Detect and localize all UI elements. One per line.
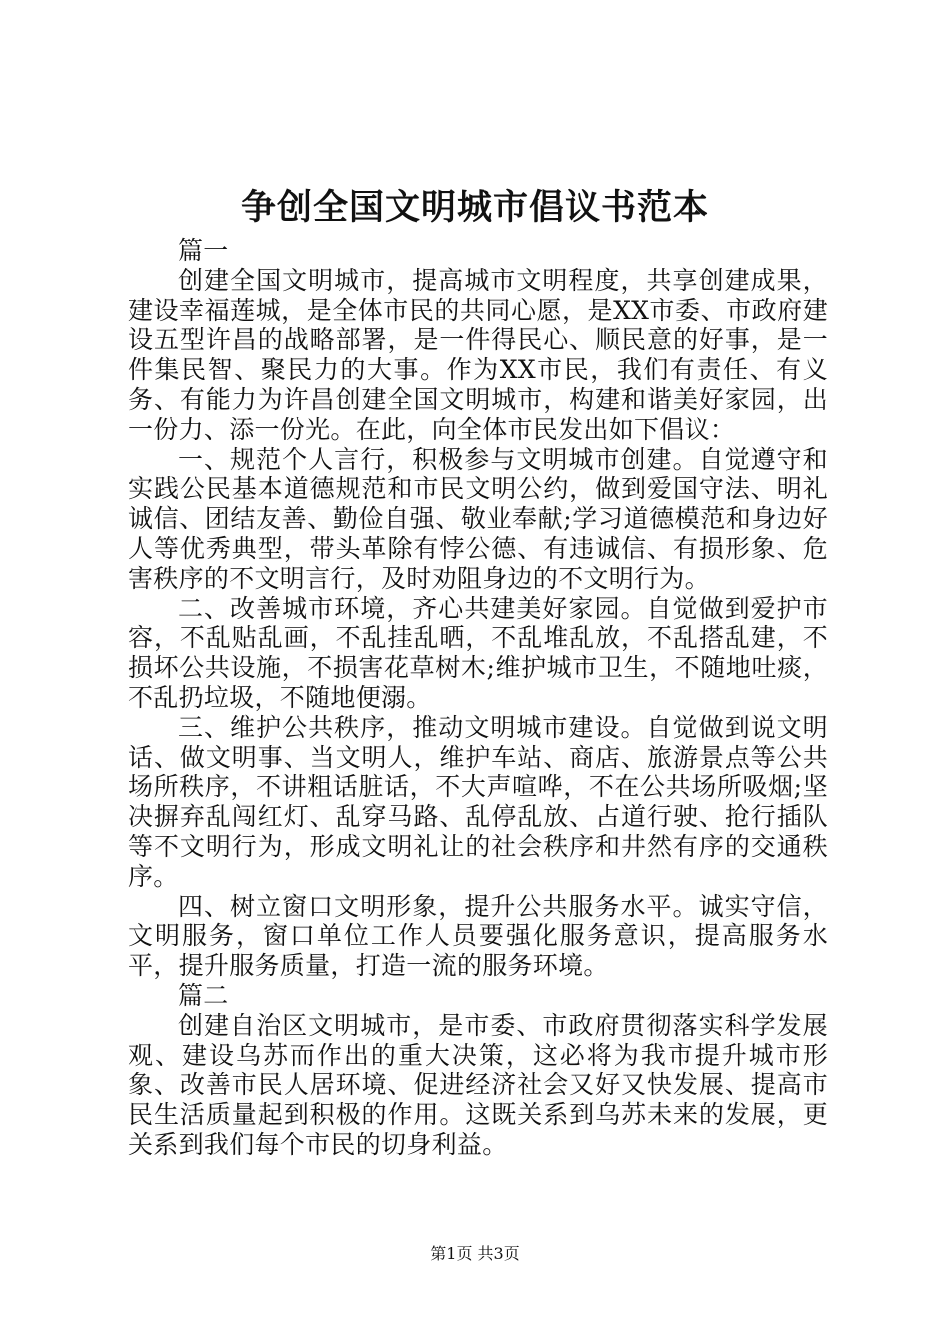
paragraph-item-4: 四、树立窗口文明形象，提升公共服务水平。诚实守信，文明服务，窗口单位工作人员要强化服务意识，提高服务水平，提升服务质量，打造一流的服务环境。 bbox=[128, 891, 828, 981]
paragraph-item-3: 三、维护公共秩序，推动文明城市建设。自觉做到说文明话、做文明事、当文明人，维护车站、商店、旅游景点等公共场所秩序，不讲粗话脏话，不大声喧哗，不在公共场所吸烟;坚决摒弃乱闯红灯、乱穿马路、乱停乱放、占道行驶、抢行插队等不文明行为，形成文明礼让的社会秩序和井然有序的交通秩序。 bbox=[128, 712, 828, 891]
section-heading-2: 篇二 bbox=[178, 980, 229, 1010]
paragraph-item-2: 二、改善城市环境，齐心共建美好家园。自觉做到爱护市容，不乱贴乱画，不乱挂乱晒，不乱堆乱放，不乱搭乱建，不损坏公共设施，不损害花草树木;维护城市卫生，不随地吐痰，不乱扔垃圾，不随地便溺。 bbox=[128, 593, 828, 712]
document-title: 争创全国文明城市倡议书范本 bbox=[240, 187, 709, 228]
paragraph-intro-1: 创建全国文明城市，提高城市文明程度，共享创建成果，建设幸福莲城，是全体市民的共同心愿，是XX市委、市政府建设五型许昌的战略部署，是一件得民心、顺民意的好事，是一件集民智、聚民力的大事。作为XX市民，我们有责任、有义务、有能力为许昌创建全国文明城市，构建和谐美好家园，出一份力、添一份光。在此，向全体市民发出如下倡议： bbox=[128, 265, 828, 444]
page-number-footer: 第1页 共3页 bbox=[430, 1244, 520, 1263]
paragraph-intro-2: 创建自治区文明城市，是市委、市政府贯彻落实科学发展观、建设乌苏而作出的重大决策，这必将为我市提升城市形象、改善市民人居环境、促进经济社会又好又快发展、提高市民生活质量起到积极的作用。这既关系到乌苏未来的发展，更关系到我们每个市民的切身利益。 bbox=[128, 1010, 828, 1159]
document-body bbox=[128, 236, 828, 1160]
section-heading-1: 篇一 bbox=[178, 236, 229, 265]
paragraph-item-1: 一、规范个人言行，积极参与文明城市创建。自觉遵守和实践公民基本道德规范和市民文明公约，做到爱国守法、明礼诚信、团结友善、勤俭自强、敬业奉献;学习道德模范和身边好人等优秀典型，带头革除有悖公德、有违诚信、有损形象、危害秩序的不文明言行，及时劝阻身边的不文明行为。 bbox=[128, 444, 828, 593]
